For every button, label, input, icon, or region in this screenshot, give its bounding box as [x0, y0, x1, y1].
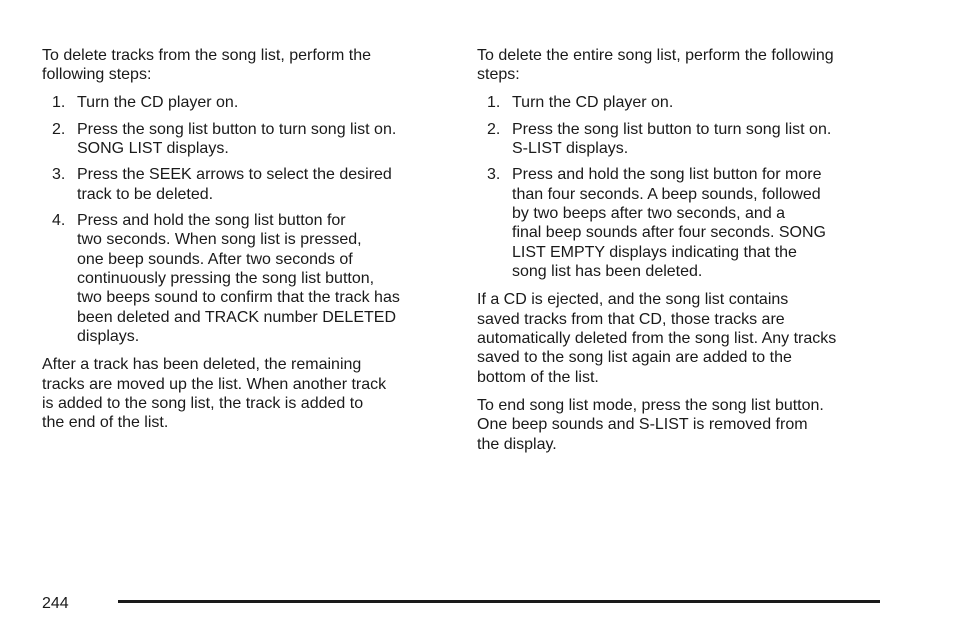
- right-step-3: [477, 165, 887, 281]
- left-intro-paragraph: To delete tracks from the song list, perform the following steps:: [42, 47, 372, 84]
- step-text: Press the SEEK arrows to select the desired track to be deleted.: [77, 166, 392, 203]
- step-text: Turn the CD player on.: [77, 94, 239, 112]
- left-steps-list: [42, 93, 447, 346]
- left-step-4: [42, 211, 447, 347]
- right-column: [477, 46, 887, 463]
- step-number: 1.: [487, 94, 501, 112]
- step-text: Press and hold the song list button for more than four seconds. A beep sounds, followed by two beeps after two seconds, and a final beep sounds after four seconds. SONG LIST EMPTY displays indicating that the song list has been deleted.: [512, 166, 826, 281]
- left-after-paragraph: After a track has been deleted, the remaining tracks are moved up the list. When another track is added to the song list, the track is added to the end of the list.: [42, 356, 387, 432]
- left-column: [42, 46, 447, 441]
- step-number: 4.: [52, 211, 66, 229]
- page-number: 244: [42, 595, 69, 612]
- step-number: 3.: [52, 166, 66, 184]
- step-text: Press the song list button to turn song list on. SONG LIST displays.: [77, 120, 397, 158]
- right-intro-paragraph: To delete the entire song list, perform the following steps:: [477, 47, 834, 84]
- footer-rule: [118, 600, 880, 603]
- left-step-1: [42, 93, 447, 112]
- step-text: Press the song list button to turn song list on. S-LIST displays.: [512, 120, 832, 158]
- step-number: 2.: [52, 120, 66, 138]
- right-step-1: [477, 93, 887, 112]
- right-ejected-paragraph: If a CD is ejected, and the song list contains saved tracks from that CD, those tracks are automatically deleted from the song list. Any tracks saved to the song list again are added to the bottom of the list.: [477, 291, 837, 386]
- step-text: Turn the CD player on.: [512, 94, 674, 112]
- right-step-2: [477, 120, 887, 159]
- left-step-2: [42, 120, 447, 159]
- step-number: 2.: [487, 120, 501, 138]
- step-number: 1.: [52, 94, 66, 112]
- step-number: 3.: [487, 166, 501, 184]
- right-steps-list: [477, 93, 887, 281]
- left-step-3: [42, 165, 447, 204]
- right-end-mode-paragraph: To end song list mode, press the song list button. One beep sounds and S-LIST is removed from the display.: [477, 396, 824, 453]
- step-text: Press and hold the song list button for two seconds. When song list is pressed, one beep sounds. After two seconds of continuously pressing the song list button, two beeps sound to confirm that the track has been deleted and TRACK number DELETED displays.: [77, 211, 400, 346]
